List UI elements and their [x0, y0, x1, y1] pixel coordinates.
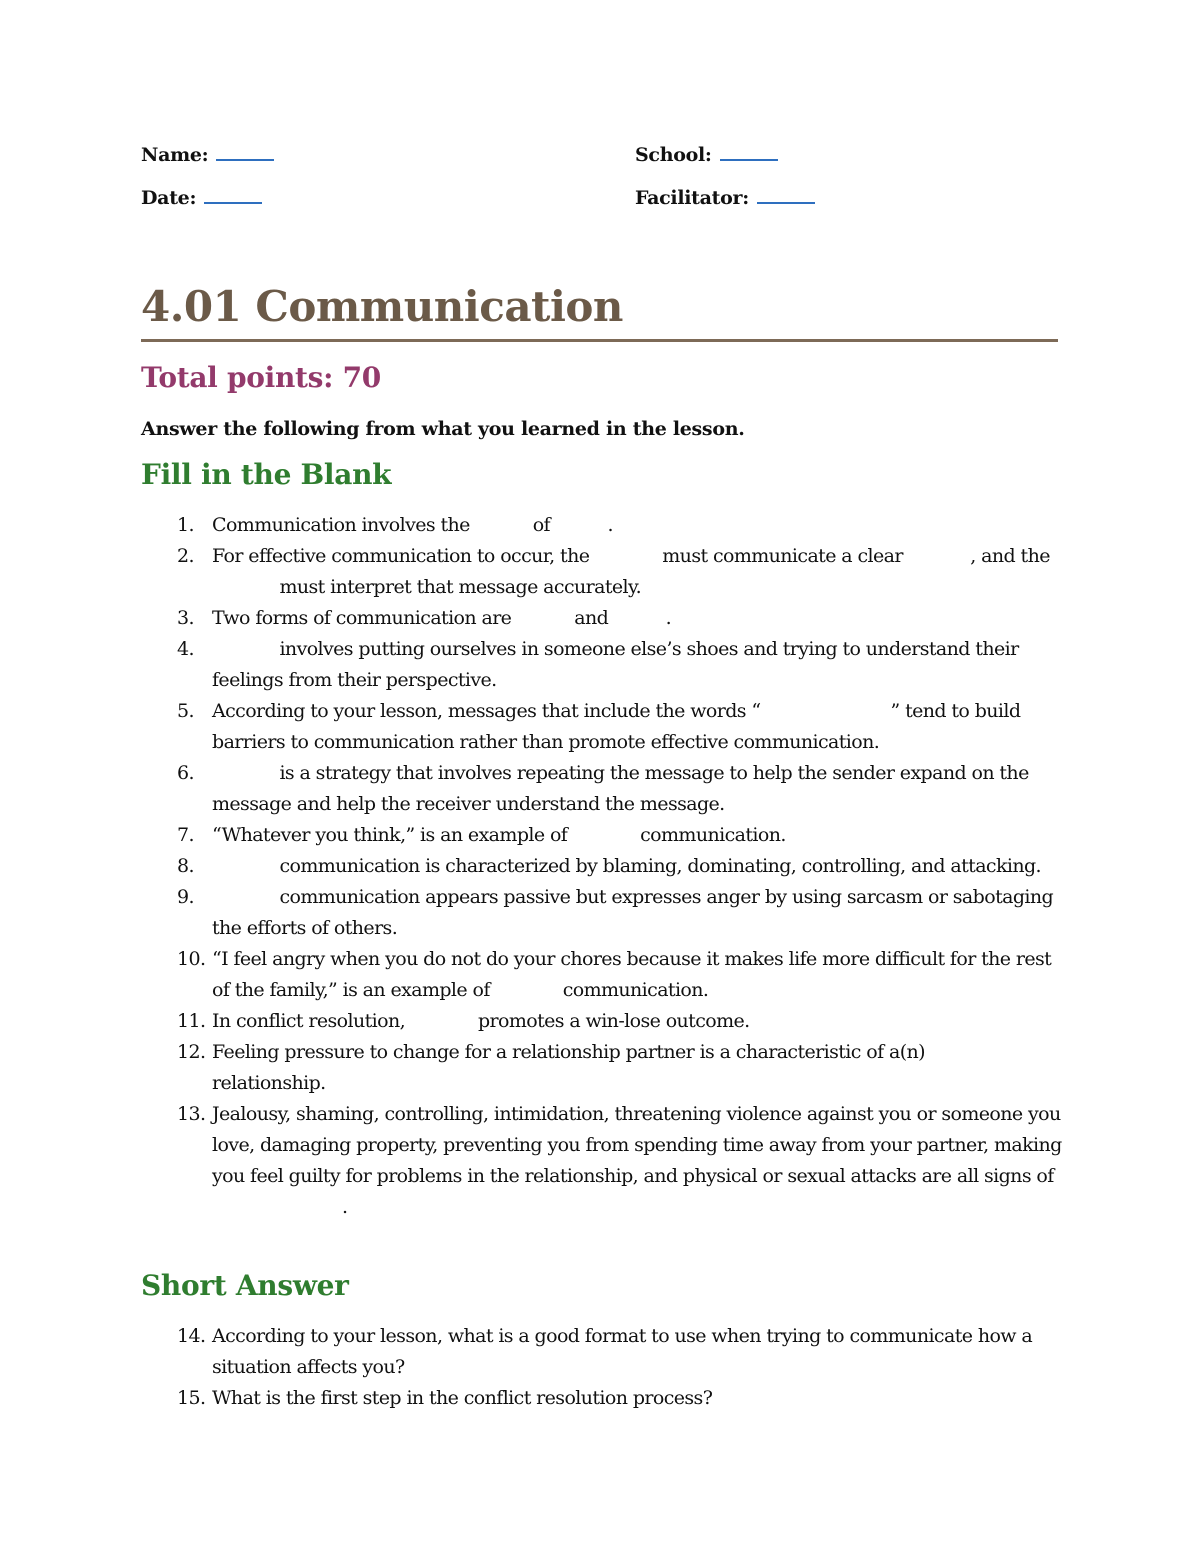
question-text: must communicate a clear: [662, 545, 903, 567]
question-number: 3.: [177, 607, 194, 629]
question-text: “I feel angry when you do not do your chores because it makes life more difficult for the rest of the family,” is an example of: [212, 948, 1052, 1001]
question-number: 4.: [177, 638, 194, 660]
question-text: .: [665, 607, 672, 629]
fill-in-the-blank-heading: Fill in the Blank: [141, 458, 392, 491]
question-9: [141, 882, 1066, 944]
question-14: [141, 1321, 1066, 1383]
question-text: relationship.: [212, 1072, 326, 1094]
question-13: [141, 1099, 1066, 1223]
question-number: 8.: [177, 855, 194, 877]
short-answer-list: [141, 1321, 1066, 1414]
question-text: .: [342, 1196, 348, 1218]
question-text: Feeling pressure to change for a relationship partner is a characteristic of a(n): [212, 1041, 925, 1063]
instructions: Answer the following from what you learned in the lesson.: [141, 418, 745, 440]
facilitator-label: Facilitator:: [635, 187, 749, 209]
title-divider: [141, 339, 1058, 342]
question-7: [141, 820, 1066, 851]
page-title: 4.01 Communication: [141, 282, 623, 331]
facilitator-field-row: [635, 187, 815, 209]
question-4: [141, 634, 1066, 696]
question-number: 14.: [177, 1325, 206, 1347]
question-text: ” tend to build barriers to communication rather than promote effective communication.: [212, 700, 1021, 753]
question-text: communication is characterized by blaming, dominating, controlling, and attacking.: [279, 855, 1042, 877]
question-text: According to your lesson, messages that include the words “: [212, 700, 761, 722]
total-points: Total points: 70: [141, 361, 381, 394]
date-blank[interactable]: [204, 188, 262, 204]
school-label: School:: [635, 144, 712, 166]
name-label: Name:: [141, 144, 209, 166]
question-number: 2.: [177, 545, 194, 567]
question-text: communication.: [562, 979, 709, 1001]
question-text: What is the first step in the conflict resolution process?: [212, 1387, 713, 1409]
question-text: Two forms of communication are: [212, 607, 512, 629]
question-text: “Whatever you think,” is an example of: [212, 824, 568, 846]
question-1: [141, 510, 1066, 541]
question-3: [141, 603, 1066, 634]
question-text: , and the: [970, 545, 1050, 567]
question-15: [141, 1383, 1066, 1414]
question-text: .: [607, 514, 613, 536]
date-field-row: [141, 187, 262, 209]
question-number: 5.: [177, 700, 194, 722]
question-number: 6.: [177, 762, 194, 784]
question-number: 9.: [177, 886, 194, 908]
question-number: 15.: [177, 1387, 206, 1409]
fill-in-the-blank-list: [141, 510, 1066, 1223]
question-number: 13.: [177, 1103, 206, 1125]
question-2: [141, 541, 1066, 603]
question-number: 7.: [177, 824, 194, 846]
question-text: must interpret that message accurately.: [279, 576, 642, 598]
school-field-row: [635, 144, 778, 166]
question-text: of: [532, 514, 550, 536]
short-answer-heading: Short Answer: [141, 1269, 349, 1302]
name-blank[interactable]: [216, 145, 274, 161]
facilitator-blank[interactable]: [757, 188, 815, 204]
question-text: communication appears passive but expresses anger by using sarcasm or sabotaging the efforts of others.: [212, 886, 1054, 939]
question-text: For effective communication to occur, the: [212, 545, 590, 567]
question-number: 11.: [177, 1010, 206, 1032]
question-text: involves putting ourselves in someone else’s shoes and trying to understand their feelings from their perspective.: [212, 638, 1019, 691]
question-text: According to your lesson, what is a good format to use when trying to communicate how a situation affects you?: [212, 1325, 1033, 1378]
question-text: Jealousy, shaming, controlling, intimidation, threatening violence against you or someone you love, damaging property, preventing you from spending time away from your partner, making you feel guilty for problems in the relationship, and physical or sexual attacks are all signs of: [212, 1103, 1062, 1187]
question-5: [141, 696, 1066, 758]
question-text: is a strategy that involves repeating the message to help the sender expand on the message and help the receiver understand the message.: [212, 762, 1029, 815]
question-12: [141, 1037, 1066, 1099]
date-label: Date:: [141, 187, 197, 209]
question-8: [141, 851, 1066, 882]
question-text: Communication involves the: [212, 514, 470, 536]
question-11: [141, 1006, 1066, 1037]
question-6: [141, 758, 1066, 820]
name-field-row: [141, 144, 274, 166]
question-text: promotes a win-lose outcome.: [477, 1010, 750, 1032]
question-number: 1.: [177, 514, 194, 536]
question-text: and: [574, 607, 609, 629]
question-number: 10.: [177, 948, 206, 970]
question-number: 12.: [177, 1041, 206, 1063]
question-10: [141, 944, 1066, 1006]
question-text: In conflict resolution,: [212, 1010, 406, 1032]
school-blank[interactable]: [720, 145, 778, 161]
question-text: communication.: [640, 824, 786, 846]
